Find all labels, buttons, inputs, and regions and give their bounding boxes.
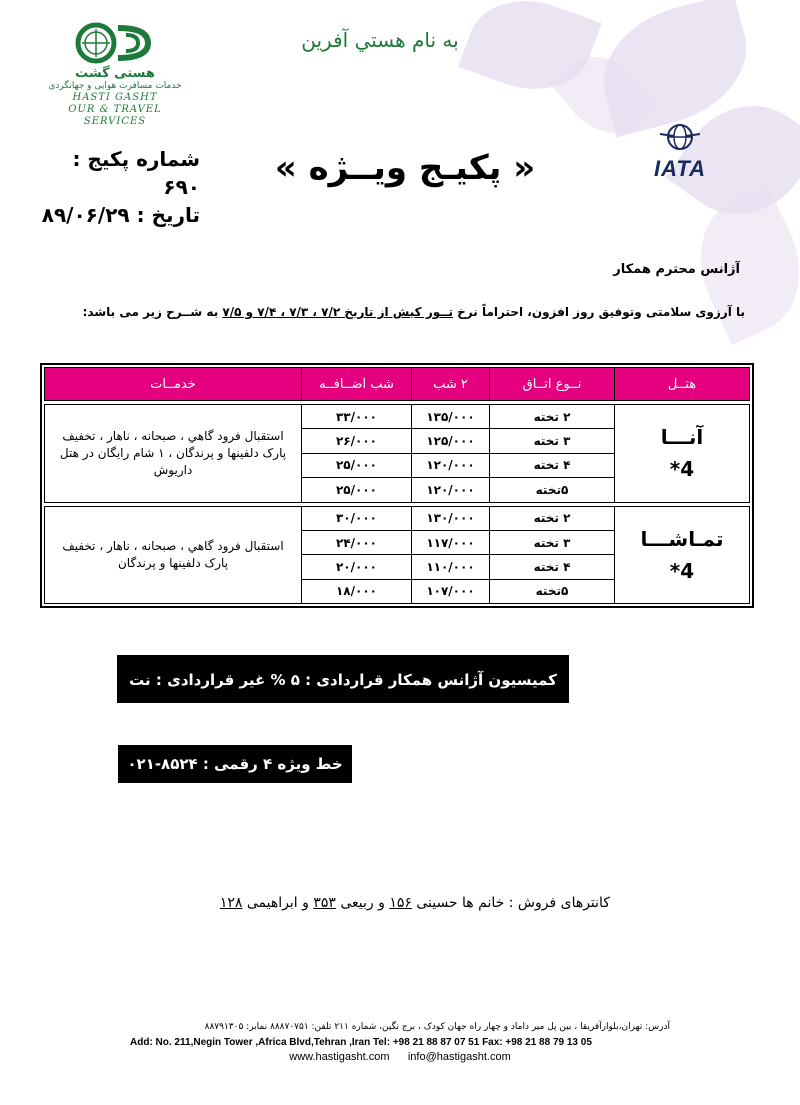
iata-globe-icon	[660, 122, 700, 152]
table-row	[45, 405, 750, 429]
company-logo	[40, 20, 190, 125]
intro-tour-dates: تــور کیش از تاریخ ۷/۲ ، ۷/۳ ، ۷/۴ و ۷/۵	[222, 305, 453, 319]
extra-night-price: ۲۴/۰۰۰	[302, 530, 412, 554]
room-type: ۳ تخته	[490, 429, 615, 453]
header-extra-night: شب اضــافــه	[302, 368, 412, 401]
footer-contact	[130, 1050, 670, 1065]
counters-text: و ربیعی	[335, 895, 390, 911]
iata-logo	[640, 122, 720, 182]
two-nights-price: ۱۱۷/۰۰۰	[412, 530, 490, 554]
hotel-services: استقبال فرود گاهي ، صبحانه ، ناهار ، تخفيف پارک دلفينها و پرندگان	[45, 506, 302, 604]
extra-night-price: ۳۰/۰۰۰	[302, 506, 412, 530]
intro-text-1: با آرزوی سلامتی وتوفیق روز افزون، احتراماً نرخ	[452, 305, 745, 319]
logo-tagline-en: OUR & TRAVEL SERVICES	[68, 104, 162, 127]
hotel-name: آنـــا	[660, 425, 704, 450]
sales-counters	[220, 895, 610, 911]
extra-night-price: ۲۵/۰۰۰	[302, 453, 412, 477]
website-link[interactable]: www.hastigasht.com	[289, 1051, 390, 1063]
room-type: ۲ تخته	[490, 506, 615, 530]
counter-number: ۳۵۳	[313, 895, 336, 911]
room-type: ۴ تخته	[490, 555, 615, 579]
table-row	[45, 506, 750, 530]
email-link[interactable]: info@hastigasht.com	[407, 1051, 511, 1063]
extra-night-price: ۲۰/۰۰۰	[302, 555, 412, 579]
package-date: تاریخ : ۸۹/۰۶/۲۹	[41, 203, 200, 227]
hotel-name-cell	[615, 506, 750, 604]
iata-label: IATA	[653, 156, 707, 181]
logo-subtitle-fa: خدمات مسافرت هوایی و جهانگردی	[48, 81, 182, 91]
header-services: خدمــات	[45, 368, 302, 401]
intro-paragraph	[55, 305, 745, 319]
room-type: ۴ تخته	[490, 453, 615, 477]
logo-mark-icon	[60, 20, 170, 66]
price-table	[40, 363, 754, 608]
page-title: « پکیـج ویــژه »	[274, 148, 536, 188]
hotel-name: تمـاشـــا	[640, 526, 724, 551]
extra-night-price: ۳۳/۰۰۰	[302, 405, 412, 429]
table-header-row	[45, 368, 750, 401]
hotel-stars: 4*	[669, 457, 695, 482]
room-type: ۵تخته	[490, 478, 615, 502]
intro-text-2: به شــرح زیر می باشد:	[82, 305, 223, 319]
bismillah-heading: به نام هستي آفرين	[301, 28, 459, 52]
footer	[130, 1020, 670, 1065]
two-nights-price: ۱۳۵/۰۰۰	[412, 405, 490, 429]
room-type: ۵تخته	[490, 579, 615, 603]
room-type: ۳ تخته	[490, 530, 615, 554]
extra-night-price: ۲۵/۰۰۰	[302, 478, 412, 502]
footer-address-en: Add: No. 211,Negin Tower ,Africa Blvd,Tehran ,Iran Tel: +98 21 88 87 07 51 Fax: +98 21 88 79 13 05	[130, 1037, 592, 1048]
footer-address-fa: آدرس: تهران،بلوارآفریقا ، بین پل میر داماد و چهار راه جهان کودک ، برج نگین، شماره ۲۱۱ تلفن: ۸۸۸۷۰۷۵۱ نمابر: ۸۸۷۹۱۳۰۵	[204, 1022, 670, 1032]
hotline-banner: خط ویژه ۴ رقمی : ۸۵۲۴-۰۲۱	[118, 745, 352, 783]
two-nights-price: ۱۳۰/۰۰۰	[412, 506, 490, 530]
counters-prefix: کانترهای فروش : خانم ها حسینی	[411, 895, 610, 911]
extra-night-price: ۱۸/۰۰۰	[302, 579, 412, 603]
hotel-name-cell	[615, 405, 750, 503]
package-number: شماره پکیج : ۶۹۰	[72, 147, 200, 199]
header-room-type: نــوع اتــاق	[490, 368, 615, 401]
package-info	[40, 145, 200, 229]
two-nights-price: ۱۲۵/۰۰۰	[412, 429, 490, 453]
header-hotel: هتــل	[615, 368, 750, 401]
greeting-text: آژانس محترم همکار	[613, 262, 740, 277]
header-two-nights: ۲ شب	[412, 368, 490, 401]
room-type: ۲ تخته	[490, 405, 615, 429]
counter-number: ۱۵۶	[389, 895, 412, 911]
two-nights-price: ۱۰۷/۰۰۰	[412, 579, 490, 603]
hotel-stars: 4*	[669, 558, 695, 583]
two-nights-price: ۱۲۰/۰۰۰	[412, 478, 490, 502]
logo-name-en: HASTI GASHT	[72, 92, 158, 103]
logo-name-fa: هستی گشت	[75, 66, 155, 81]
two-nights-price: ۱۲۰/۰۰۰	[412, 453, 490, 477]
counters-text: و ابراهیمی	[242, 895, 314, 911]
hotel-services: استقبال فرود گاهي ، صبحانه ، ناهار ، تخفيف پارک دلفينها و پرندگان ، ۱ شام رايگان در هتل داريوش	[45, 405, 302, 503]
extra-night-price: ۲۶/۰۰۰	[302, 429, 412, 453]
commission-banner: کمیسیون آژانس همکار قراردادی : ۵ % غیر قراردادی : نت	[117, 655, 569, 703]
counter-number: ۱۲۸	[219, 895, 243, 911]
two-nights-price: ۱۱۰/۰۰۰	[412, 555, 490, 579]
